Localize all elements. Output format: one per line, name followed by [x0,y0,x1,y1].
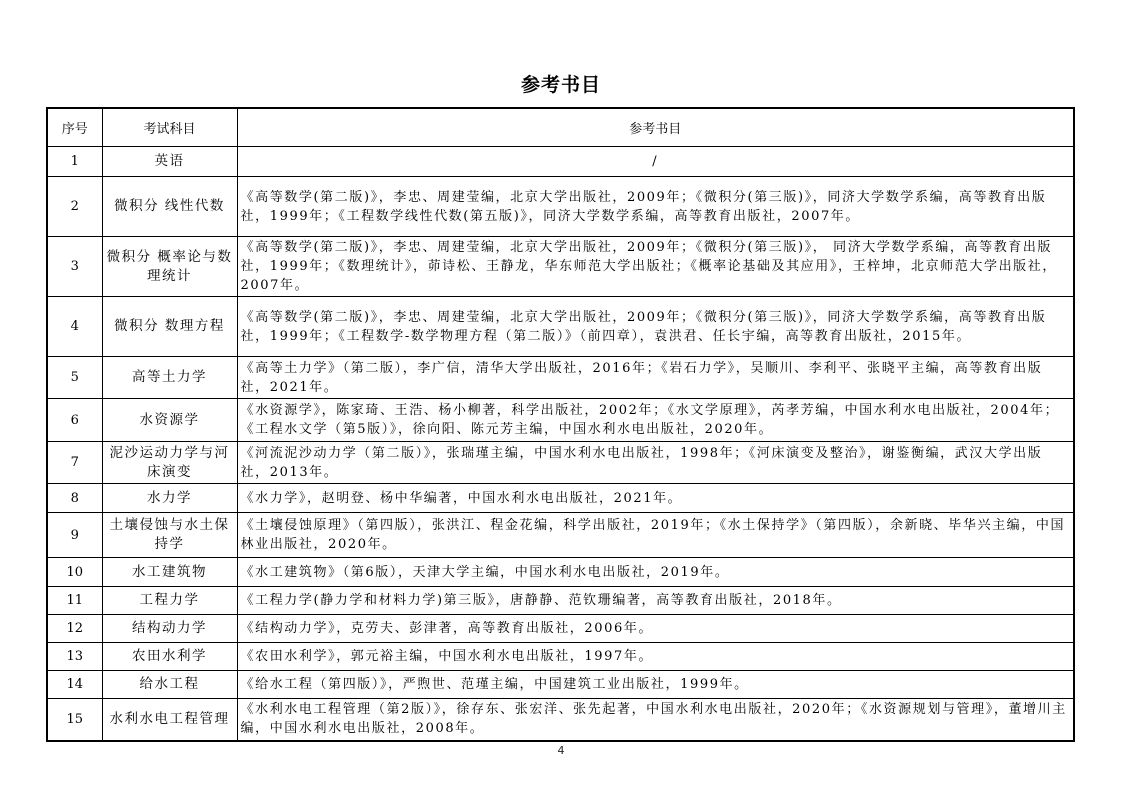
table-row [47,558,1074,587]
header-index: 序号 [47,108,102,147]
row-subject: 微积分 数理方程 [102,297,237,357]
page-title: 参考书目 [520,74,601,96]
table-row [47,615,1074,643]
row-subject: 水力学 [102,484,237,513]
row-books: 《高等土力学》（第二版），李广信，清华大学出版社，2016年；《岩石力学》，吴顺川、李利平、张晓平主编，高等教育出版社，2021年。 [237,357,1074,399]
row-books: 《结构动力学》，克劳夫、彭津著，高等教育出版社，2006年。 [237,615,1074,643]
table-row [47,399,1074,442]
table-row [47,442,1074,484]
row-index: 1 [47,147,102,177]
row-subject: 泥沙运动力学与河床演变 [102,442,237,484]
row-books: 《高等数学(第二版)》，李忠、周建莹编，北京大学出版社，2009年；《微积分(第三版)》，同济大学数学系编，高等教育出版社，1999年；《工程数学线性代数(第五版)》，同济大学数学系编，高等教育出版社，2007年。 [237,177,1074,237]
row-books: 《给水工程（第四版）》，严煦世、范瑾主编，中国建筑工业出版社，1999年。 [237,671,1074,699]
table-row [47,513,1074,558]
row-index: 14 [47,671,102,699]
row-books: 《水资源学》，陈家琦、王浩、杨小柳著，科学出版社，2002年；《水文学原理》，芮孝芳编，中国水利水电出版社，2004年；《工程水文学（第5版）》，徐向阳、陈元芳主编，中国水利水电出版社，2020年。 [237,399,1074,442]
table-row [47,147,1074,177]
table-row [47,237,1074,297]
row-books: 《农田水利学》，郭元裕主编，中国水利水电出版社，1997年。 [237,643,1074,671]
row-index: 5 [47,357,102,399]
row-index: 7 [47,442,102,484]
row-books: 《水工建筑物》（第6版），天津大学主编，中国水利水电出版社，2019年。 [237,558,1074,587]
row-index: 12 [47,615,102,643]
row-index: 9 [47,513,102,558]
row-index: 10 [47,558,102,587]
row-subject: 农田水利学 [102,643,237,671]
row-subject: 土壤侵蚀与水土保持学 [102,513,237,558]
row-books: 《高等数学(第二版)》，李忠、周建莹编，北京大学出版社，2009年；《微积分(第三版)》， 同济大学数学系编，高等教育出版社，1999年；《数理统计》，茆诗松、王静龙，华东师范大学出版社；《概率论基础及其应用》，王梓坤，北京师范大学出版社，2007年。 [237,237,1074,297]
table-header-row [47,108,1074,147]
table-row [47,177,1074,237]
table-row [47,587,1074,615]
row-index: 4 [47,297,102,357]
row-subject: 英语 [102,147,237,177]
row-books: / [237,147,1074,177]
table-row [47,297,1074,357]
row-subject: 水工建筑物 [102,558,237,587]
reference-books-table [46,107,1075,742]
row-index: 8 [47,484,102,513]
row-books: 《河流泥沙动力学（第二版）》，张瑞瑾主编，中国水利水电出版社，1998年；《河床演变及整治》，谢鉴衡编，武汉大学出版社，2013年。 [237,442,1074,484]
row-books: 《水利水电工程管理（第2版）》，徐存东、张宏洋、张先起著，中国水利水电出版社，2020年；《水资源规划与管理》，董增川主编，中国水利水电出版社，2008年。 [237,699,1074,741]
row-books: 《工程力学(静力学和材料力学)第三版》，唐静静、范钦珊编著，高等教育出版社，2018年。 [237,587,1074,615]
table-row [47,357,1074,399]
row-index: 13 [47,643,102,671]
row-index: 2 [47,177,102,237]
row-subject: 工程力学 [102,587,237,615]
table-row [47,671,1074,699]
row-subject: 结构动力学 [102,615,237,643]
row-index: 3 [47,237,102,297]
row-subject: 给水工程 [102,671,237,699]
row-books: 《水力学》，赵明登、杨中华编著，中国水利水电出版社，2021年。 [237,484,1074,513]
row-index: 6 [47,399,102,442]
row-subject: 水资源学 [102,399,237,442]
row-subject: 水利水电工程管理 [102,699,237,741]
header-books: 参考书目 [237,108,1074,147]
table-row [47,699,1074,741]
row-index: 11 [47,587,102,615]
table-row [47,484,1074,513]
page-number: 4 [557,744,565,757]
row-subject: 微积分 线性代数 [102,177,237,237]
row-subject: 高等土力学 [102,357,237,399]
row-subject: 微积分 概率论与数理统计 [102,237,237,297]
table-row [47,643,1074,671]
row-books: 《高等数学(第二版)》，李忠、周建莹编，北京大学出版社，2009年；《微积分(第三版)》，同济大学数学系编，高等教育出版社，1999年；《工程数学-数学物理方程（第二版）》（前四章），袁洪君、任长宇编，高等教育出版社，2015年。 [237,297,1074,357]
header-subject: 考试科目 [102,108,237,147]
row-index: 15 [47,699,102,741]
row-books: 《土壤侵蚀原理》（第四版），张洪江、程金花编，科学出版社，2019年；《水土保持学》（第四版），余新晓、毕华兴主编，中国林业出版社，2020年。 [237,513,1074,558]
